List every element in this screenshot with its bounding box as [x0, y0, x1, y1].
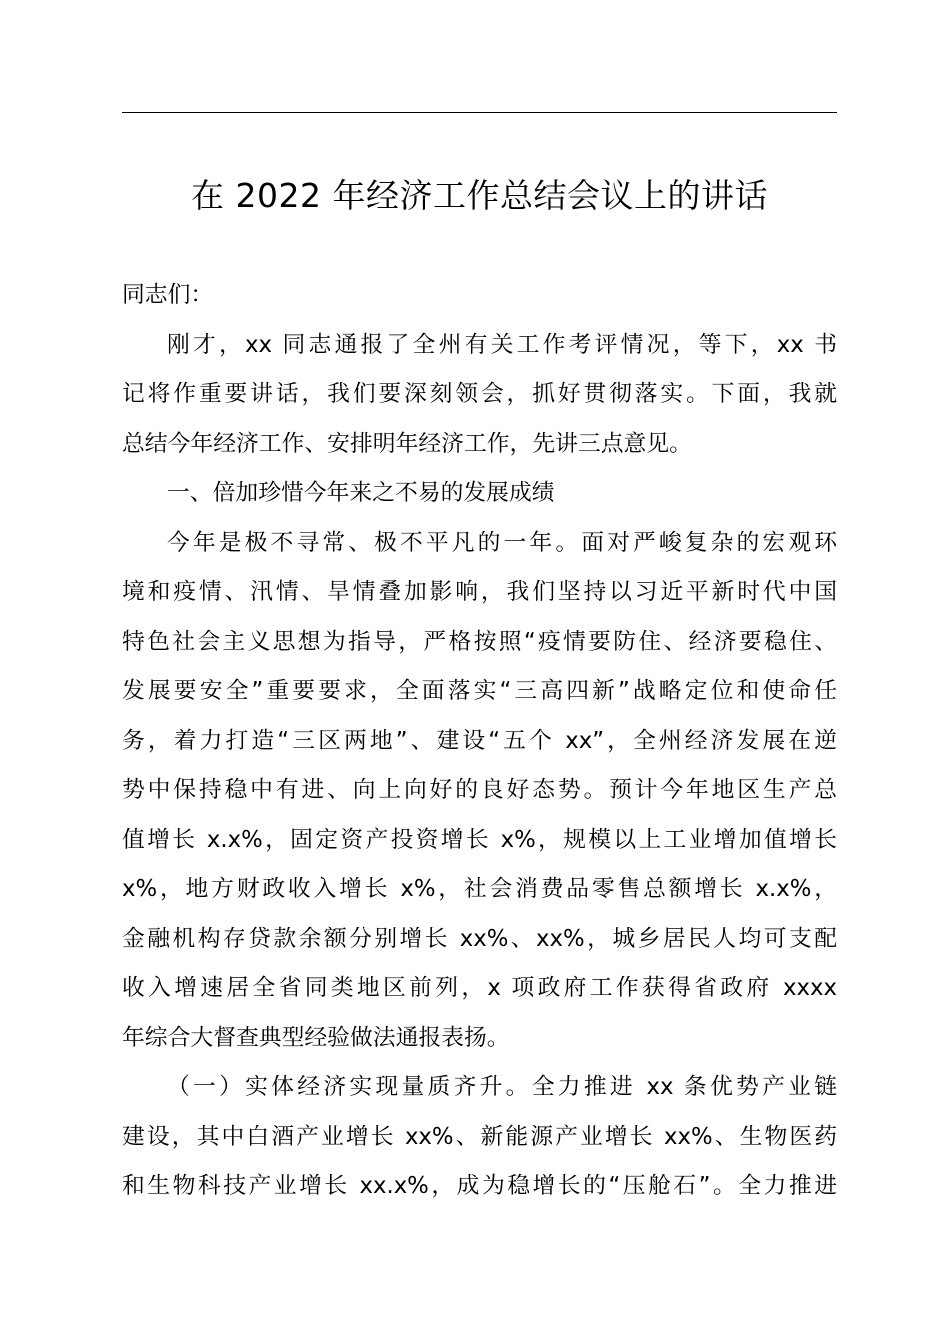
paragraph-2-line: 特色社会主义思想为指导，严格按照“疫情要防住、经济要稳住、	[122, 628, 837, 655]
document-title: 在 2022 年经济工作总结会议上的讲话	[191, 176, 768, 215]
paragraph-2-line: 发展要安全”重要要求，全面落实“三高四新”战略定位和使命任	[122, 678, 837, 704]
paragraph-2-line: 金融机构存贷款余额分别增长 xx%、xx%，城乡居民人均可支配	[122, 925, 837, 952]
paragraph-3-line: （一）实体经济实现量质齐升。全力推进 xx 条优势产业链	[167, 1074, 837, 1100]
paragraph-2-line: 值增长 x.x%，固定资产投资增长 x%，规模以上工业增加值增长	[122, 826, 837, 853]
paragraph-2-line: 势中保持稳中有进、向上向好的良好态势。预计今年地区生产总	[122, 777, 837, 803]
paragraph-3-line: 建设，其中白酒产业增长 xx%、新能源产业增长 xx%、生物医药	[122, 1123, 837, 1150]
paragraph-1-line: 刚才，xx 同志通报了全州有关工作考评情况，等下，xx 书	[167, 331, 837, 358]
salutation: 同志们：	[122, 282, 214, 308]
paragraph-2-line: 收入增速居全省同类地区前列，x 项政府工作获得省政府 xxxx	[122, 975, 837, 1001]
paragraph-1-line: 总结今年经济工作、安排明年经济工作，先讲三点意见。	[122, 430, 692, 457]
paragraph-2-line: x%，地方财政收入增长 x%，社会消费品零售总额增长 x.x%，	[122, 876, 837, 902]
section-heading: 一、倍加珍惜今年来之不易的发展成绩	[167, 480, 555, 506]
paragraph-2-line: 今年是极不寻常、极不平凡的一年。面对严峻复杂的宏观环	[167, 529, 837, 556]
header-rule	[122, 112, 837, 113]
paragraph-2-line: 年综合大督查典型经验做法通报表扬。	[122, 1024, 510, 1051]
paragraph-2-line: 务，着力打造“三区两地”、建设“五个 xx”，全州经济发展在逆	[122, 727, 837, 754]
paragraph-1-line: 记将作重要讲话，我们要深刻领会，抓好贯彻落实。下面，我就	[122, 381, 837, 407]
paragraph-2-line: 境和疫情、汛情、旱情叠加影响，我们坚持以习近平新时代中国	[122, 579, 837, 605]
paragraph-3-line: 和生物科技产业增长 xx.x%，成为稳增长的“压舱石”。全力推进	[122, 1173, 837, 1199]
document-body	[122, 271, 837, 1212]
